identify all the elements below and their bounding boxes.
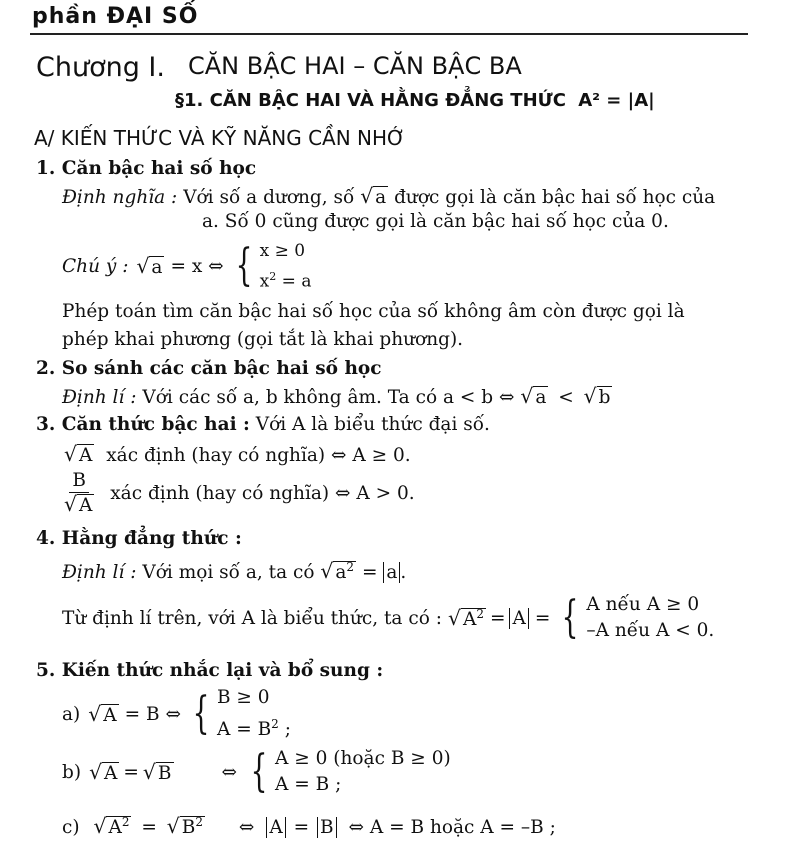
s4-corollary: Từ định lí trên, với A là biểu thức, ta có : √ $A^2$ = A = { A nếu A ≥ 0 –A nếu A < 0. xyxy=(62,592,715,643)
s4-case2: –A nếu A < 0. xyxy=(586,620,715,641)
sqrt-B-squared: √ $B^2$ xyxy=(166,814,204,838)
frac-num: B xyxy=(69,470,89,493)
s5-item-a: a) √ A = B ⇔ { B ≥ 0 $A = B^2$ ; xyxy=(62,685,291,743)
section-identity: A² = |A| xyxy=(578,90,655,111)
s5-item-c: c) √ $A^2$ = √ $B^2$ ⇔ A = B ⇔ A = B hoặc A = –B ; xyxy=(62,814,556,838)
def-text-1: Với số a dương, số xyxy=(183,187,355,208)
s1-definition-line1 xyxy=(62,184,715,208)
s1-para-line2: phép khai phương (gọi tắt là khai phương). xyxy=(62,329,464,350)
sqrt-A-squared: √ $A^2$ xyxy=(93,814,130,838)
s4-thm-label: Định lí : xyxy=(62,562,137,583)
note-sqrt: √ a xyxy=(136,254,163,279)
s5-item-b: b) √ A = √ B ⇔ { A ≥ 0 (hoặc B ≥ 0) A = B ; xyxy=(62,746,451,797)
abs-a: a xyxy=(383,562,400,583)
sqrt-B: √ B xyxy=(142,760,172,784)
abs-B: B xyxy=(317,817,337,838)
note-eq: = x ⇔ xyxy=(170,255,224,277)
abs-A: A xyxy=(509,608,528,629)
s5-a-case2: $A = B^2$ ; xyxy=(216,717,291,741)
s4-cor-text: Từ định lí trên, với A là biểu thức, ta có : xyxy=(62,607,442,629)
s5-b-case2: A = B ; xyxy=(275,774,342,795)
s4-heading: 4. Hằng đẳng thức : xyxy=(36,528,242,549)
s3-heading-text: 3. Căn thức bậc hai : xyxy=(36,414,250,435)
sqrt-a-squared: √ $a^2$ xyxy=(320,559,355,583)
header-rule xyxy=(30,33,748,35)
sqrt-A: √ A xyxy=(64,442,93,466)
sqrt-b: √ b xyxy=(583,384,611,408)
s1-note xyxy=(62,238,311,295)
s5-heading: 5. Kiến thức nhắc lại và bổ sung : xyxy=(36,660,384,681)
part-title: phần ĐẠI SỐ xyxy=(32,4,199,29)
note-case1: x ≥ 0 xyxy=(259,241,306,261)
s4-theorem: Định lí : Với mọi số a, ta có √ $a^2 = a$ . xyxy=(62,559,407,583)
left-brace-symbol: { xyxy=(250,746,268,797)
s1-para-line1: Phép toán tìm căn bậc hai số học của số không âm còn được gọi là xyxy=(62,301,685,322)
s2-theorem xyxy=(62,384,612,408)
s3-heading xyxy=(36,414,490,435)
chapter-title: CĂN BẬC HAI – CĂN BẬC BA xyxy=(188,52,522,80)
abs-A: A xyxy=(266,817,285,838)
s5-b-case1: A ≥ 0 (hoặc B ≥ 0) xyxy=(275,748,451,769)
s4-thm-text: Với mọi số a, ta có xyxy=(142,562,315,583)
s1-heading: 1. Căn bậc hai số học xyxy=(36,158,257,179)
def-label: Định nghĩa : xyxy=(62,187,178,208)
s3-line1-text: xác định (hay có nghĩa) ⇔ A ≥ 0. xyxy=(106,445,411,466)
s3-line2-text: xác định (hay có nghĩa) ⇔ A > 0. xyxy=(110,482,415,504)
section-title xyxy=(175,90,655,111)
chapter-label: Chương I. xyxy=(36,52,165,83)
sqrt-a-radicand: a xyxy=(375,187,387,208)
thm-label: Định lí : xyxy=(62,387,137,408)
def-text-2: được gọi là căn bậc hai số học của xyxy=(394,187,716,208)
thm-text: Với các số a, b không âm. Ta có a < b ⇔ xyxy=(142,387,515,408)
note-label: Chú ý : xyxy=(62,255,129,277)
left-brace-symbol: { xyxy=(192,688,210,740)
sqrt-A-squared: √ $A^2$ xyxy=(447,606,484,630)
s5-a-case1: B ≥ 0 xyxy=(216,687,270,708)
note-case2: $x^2 = a$ xyxy=(259,270,312,292)
s5-c-rest: ⇔ A = B hoặc A = –B ; xyxy=(348,817,556,838)
s4-case1: A nếu A ≥ 0 xyxy=(586,594,700,615)
s2-heading: 2. So sánh các căn bậc hai số học xyxy=(36,358,382,379)
note-sqrt-radicand: a xyxy=(151,257,163,279)
left-brace-symbol: { xyxy=(235,240,253,292)
sqrt-A: √ A xyxy=(89,760,118,784)
sqrt-a: √ a xyxy=(520,384,547,408)
sqrt-A: √ A xyxy=(88,702,117,727)
left-brace-symbol: { xyxy=(561,592,579,643)
s4-thm-eq: = xyxy=(361,562,378,583)
s1-definition-line2: a. Số 0 cũng được gọi là căn bậc hai số học của 0. xyxy=(202,211,669,232)
frac-den: √ A xyxy=(64,492,93,516)
lt-sign: < xyxy=(558,387,574,408)
section-title-text: §1. CĂN BẬC HAI VÀ HẰNG ĐẲNG THỨC xyxy=(175,90,566,111)
sqrt-a-expr: √ a xyxy=(360,184,387,208)
s3-line1 xyxy=(64,442,411,466)
part-a-title: A/ KIẾN THỨC VÀ KỸ NĂNG CẦN NHỚ xyxy=(34,126,406,150)
s3-heading-rest: Với A là biểu thức đại số. xyxy=(255,414,490,435)
s3-line2 xyxy=(64,470,415,517)
fraction-b-over-sqrt-a xyxy=(64,470,94,517)
